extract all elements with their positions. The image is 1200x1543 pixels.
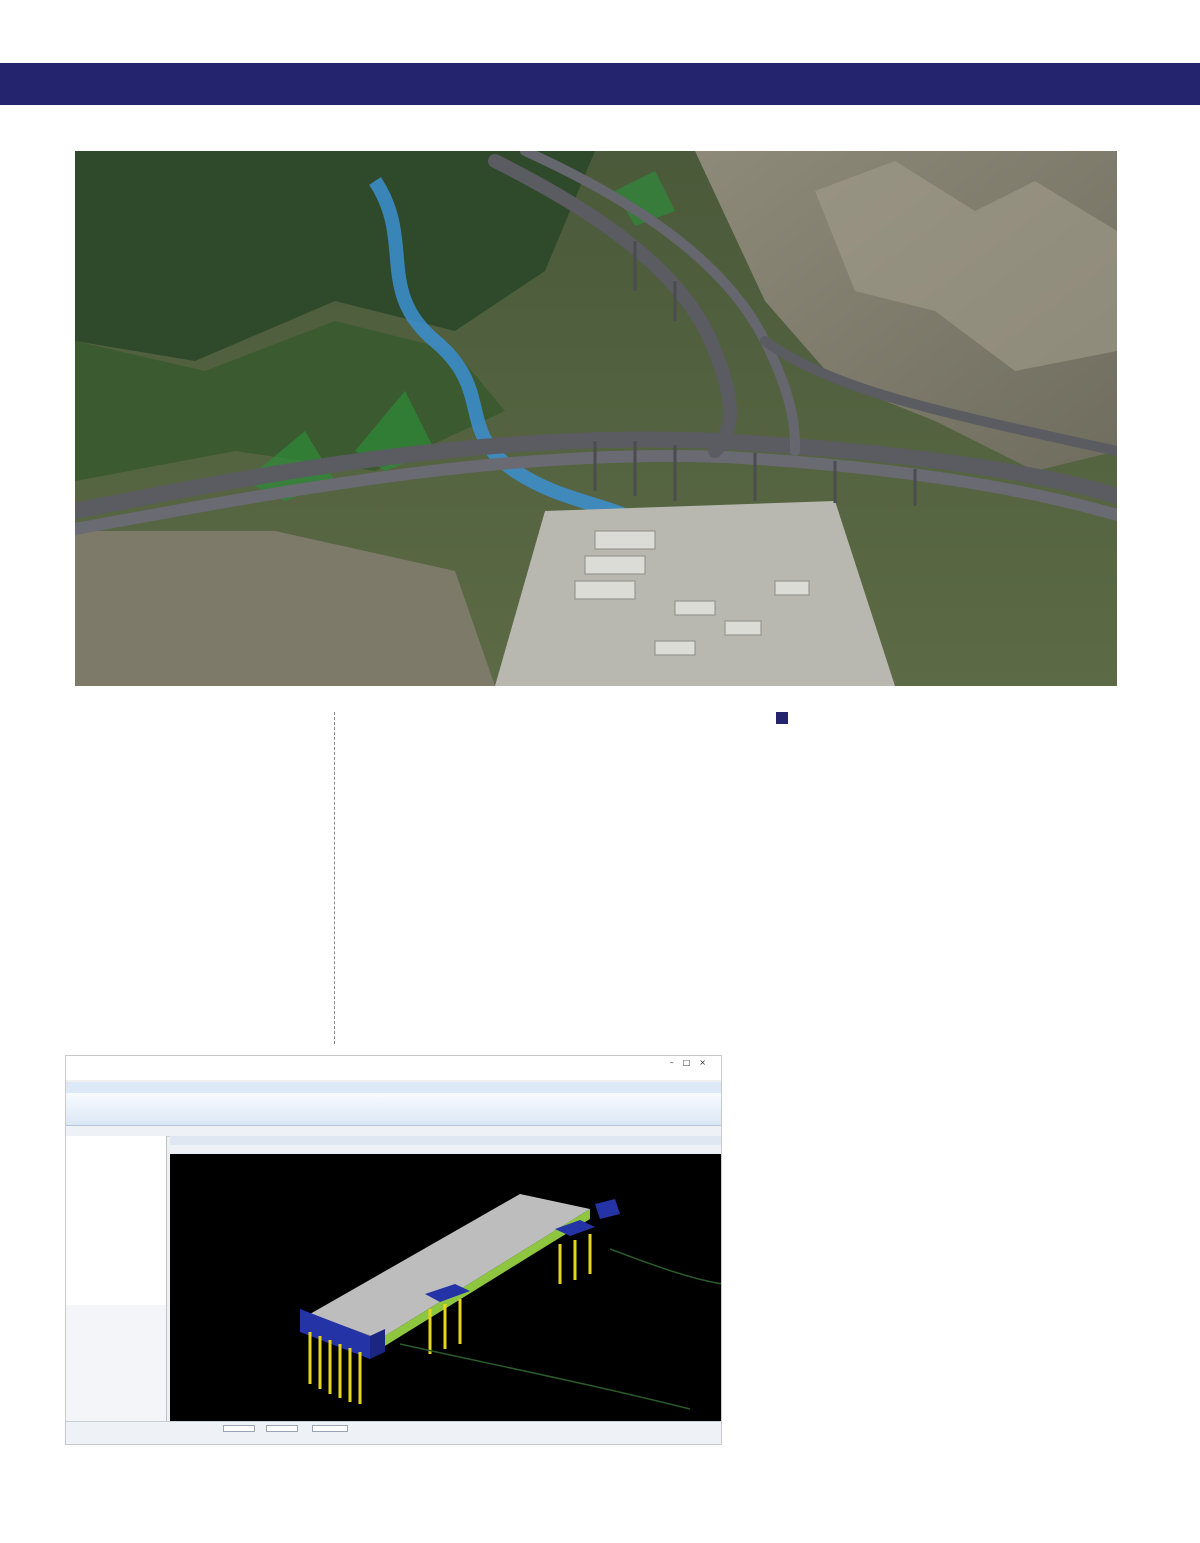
article-column-1 [357, 708, 725, 728]
maximize-icon: □ [682, 1058, 700, 1067]
3d-view [170, 1136, 722, 1424]
section-banner [0, 63, 1200, 105]
view-toolbar [170, 1145, 722, 1154]
coord-y [266, 1425, 298, 1432]
photo-captions [201, 728, 321, 734]
tasks-panel-title [66, 1136, 166, 1145]
ribbon-tabs [66, 1082, 721, 1093]
tool-icons [66, 1145, 166, 1305]
bridge-model-image [65, 1055, 722, 1445]
ribbon [66, 1093, 721, 1126]
bridge-model [170, 1154, 722, 1424]
coord-z [312, 1425, 348, 1432]
menu-bar [66, 1070, 721, 1080]
minimize-icon: – [669, 1058, 683, 1067]
window-controls [670, 1056, 715, 1070]
end-of-article-icon [776, 712, 788, 724]
caption-divider [334, 712, 335, 1044]
status-bar [66, 1421, 721, 1444]
close-icon: × [699, 1058, 715, 1067]
coord-x [223, 1425, 255, 1432]
tasks-panel [66, 1136, 167, 1421]
road-interchange-image [75, 151, 1117, 686]
paragraph [748, 708, 1118, 728]
article-column-2 [748, 708, 1118, 728]
page-footer [66, 1470, 72, 1510]
window-title [66, 1056, 721, 1070]
view-title [170, 1136, 722, 1145]
